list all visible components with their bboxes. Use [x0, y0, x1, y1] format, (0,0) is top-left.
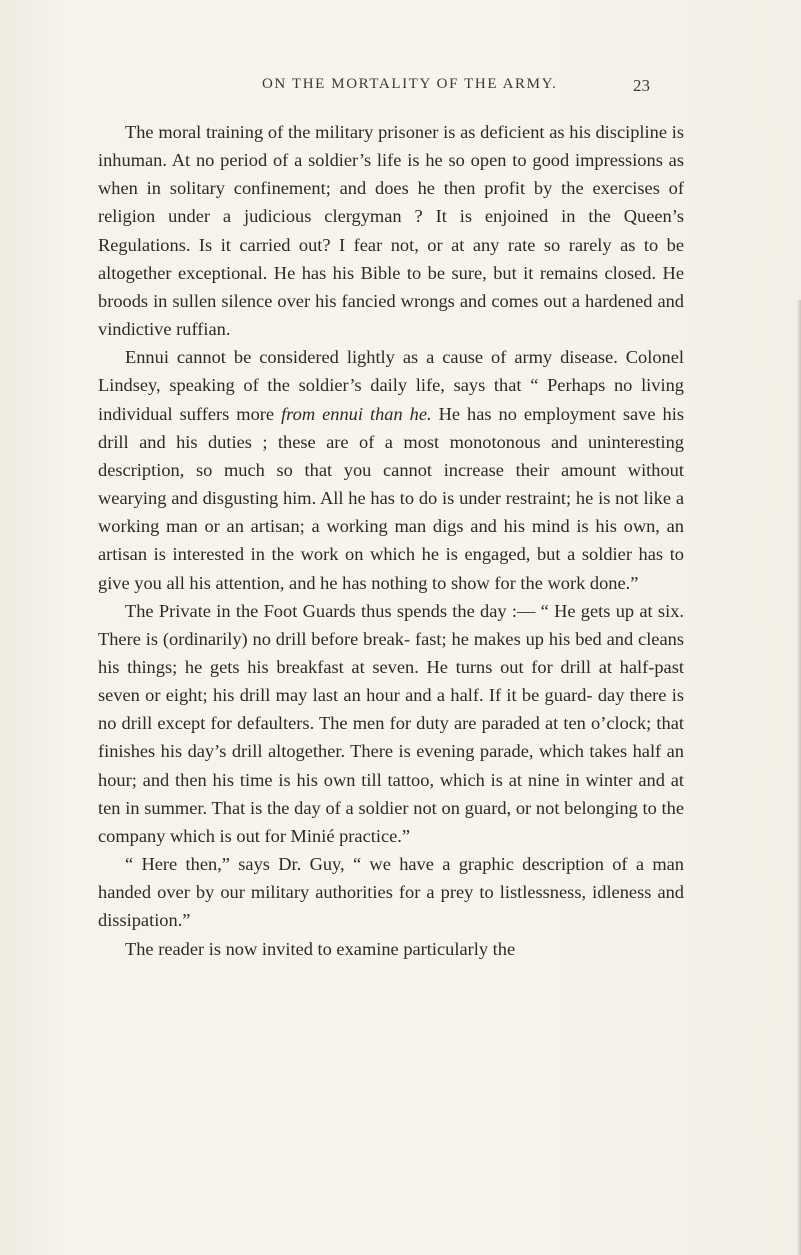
running-head: ON THE MORTALITY OF THE ARMY. [262, 76, 558, 92]
paragraph-ennui-text-start: Ennui cannot be considered lightly as a cause of army disease. Colonel Lindsey, speaking of the soldier’s daily life, says that “ Perhaps no living individual suffers more [98, 347, 684, 424]
paragraph-ennui-text-end: He has no employment save his drill and his duties ; these are of a most monotonous and uninteresting description, so much so that you cannot increase their amount without wearying and disgusting him. All he has to do is under restraint; he is not like a working man or an artisan; a working man digs and his mind is his own, an artisan is interested in the work on which he is engaged, but a soldier has to give you all his attention, and he has nothing to show for the work done.” [98, 403, 684, 593]
italic-phrase: from ennui than he. [281, 403, 432, 424]
page-edge-shadow [797, 300, 801, 1255]
paragraph-reader-invitation: The reader is now invited to examine particularly the [125, 938, 516, 959]
page-number: 23 [633, 76, 650, 95]
page-header [0, 76, 801, 100]
paragraph-ennui [98, 343, 684, 596]
paragraph-foot-guards-day: The Private in the Foot Guards thus spends the day :— “ He gets up at six. There is (ordinarily) no drill before break- fast; he makes up his bed and cleans his things; he gets his breakfast at seven. He turns out for drill at half-past seven or eight; his drill may last an hour and a half. If it be guard- day there is no drill except for defaulters. The men for duty are paraded at ten o’clock; that finishes his day’s drill altogether. There is evening parade, which takes half an hour; and then his time is his own till tattoo, which is at nine in winter and at ten in summer. That is the day of a soldier not on guard, or not belonging to the company which is out for Minié practice.” [98, 600, 684, 846]
body-text [98, 118, 684, 963]
paragraph-dr-guy-quote: “ Here then,” says Dr. Guy, “ we have a graphic description of a man handed over by our military authorities for a prey to listlessness, idleness and dissipation.” [98, 854, 684, 931]
paragraph-prison-training: The moral training of the military prisoner is as deficient as his discipline is inhuman. At no period of a soldier’s life is he so open to good impressions as when in solitary confinement; and does he then profit by the exercises of religion under a judicious clergyman ? It is enjoined in the Queen’s Regulations. Is it carried out? I fear not, or at any rate so rarely as to be altogether exceptional. He has his Bible to be sure, but it remains closed. He broods in sullen silence over his fancied wrongs and comes out a hardened and vindictive ruffian. [98, 122, 684, 340]
